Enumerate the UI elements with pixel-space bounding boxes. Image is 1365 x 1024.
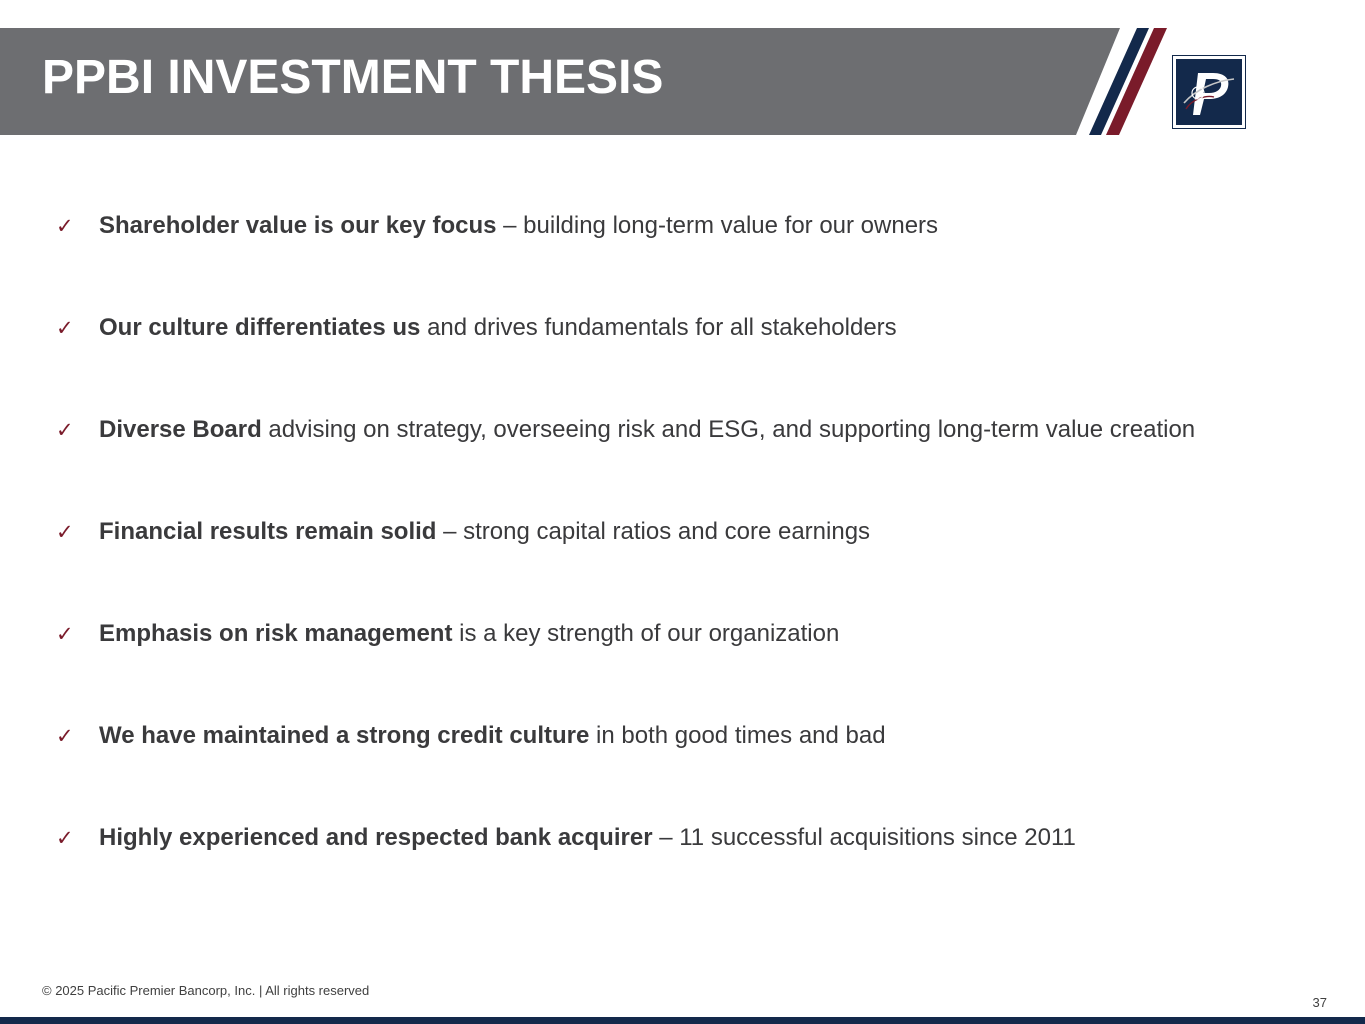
checkmark-icon: ✓ [56, 316, 74, 340]
bullet-text: – building long-term value for our owners [496, 212, 939, 239]
bullet-item [56, 816, 1336, 918]
bullet-item [56, 510, 1336, 612]
bullet-item [56, 306, 1336, 408]
checkmark-icon: ✓ [56, 826, 74, 850]
bullet-text: in both good times and bad [589, 722, 886, 749]
bullet-text: – strong capital ratios and core earnings [436, 518, 871, 545]
bullet-bold-text: Diverse Board [99, 416, 262, 443]
bullet-bold-text: Our culture differentiates us [99, 314, 421, 341]
bullet-bold-text: Emphasis on risk management [99, 620, 453, 647]
logo-monogram-background [1176, 59, 1242, 125]
bullet-item [56, 714, 1336, 816]
footer-bar [0, 1017, 1365, 1024]
checkmark-icon: ✓ [56, 214, 74, 238]
bullet-bold-text: Shareholder value is our key focus [99, 212, 497, 239]
thesis-bullet-list [56, 204, 1336, 918]
bullet-text: is a key strength of our organization [452, 620, 840, 647]
bullet-text: and drives fundamentals for all stakeholders [420, 314, 897, 341]
bullet-text: advising on strategy, overseeing risk and ESG, and supporting long-term value creation [261, 416, 1196, 443]
company-logo-icon [1172, 55, 1246, 129]
page-number: 37 [1312, 995, 1327, 1010]
checkmark-icon: ✓ [56, 520, 74, 544]
p-monogram-icon [1176, 59, 1242, 125]
checkmark-icon: ✓ [56, 622, 74, 646]
slide-title: PPBI INVESTMENT THESIS [42, 51, 664, 104]
bullet-bold-text: Financial results remain solid [99, 518, 437, 545]
bullet-item [56, 408, 1336, 510]
checkmark-icon: ✓ [56, 724, 74, 748]
bullet-item [56, 204, 1336, 306]
checkmark-icon: ✓ [56, 418, 74, 442]
bullet-bold-text: We have maintained a strong credit culture [99, 722, 590, 749]
footer-copyright: © 2025 Pacific Premier Bancorp, Inc. | All rights reserved [42, 983, 370, 998]
bullet-bold-text: Highly experienced and respected bank acquirer [99, 824, 653, 851]
bullet-item [56, 612, 1336, 714]
bullet-text: – 11 successful acquisitions since 2011 [652, 824, 1076, 851]
